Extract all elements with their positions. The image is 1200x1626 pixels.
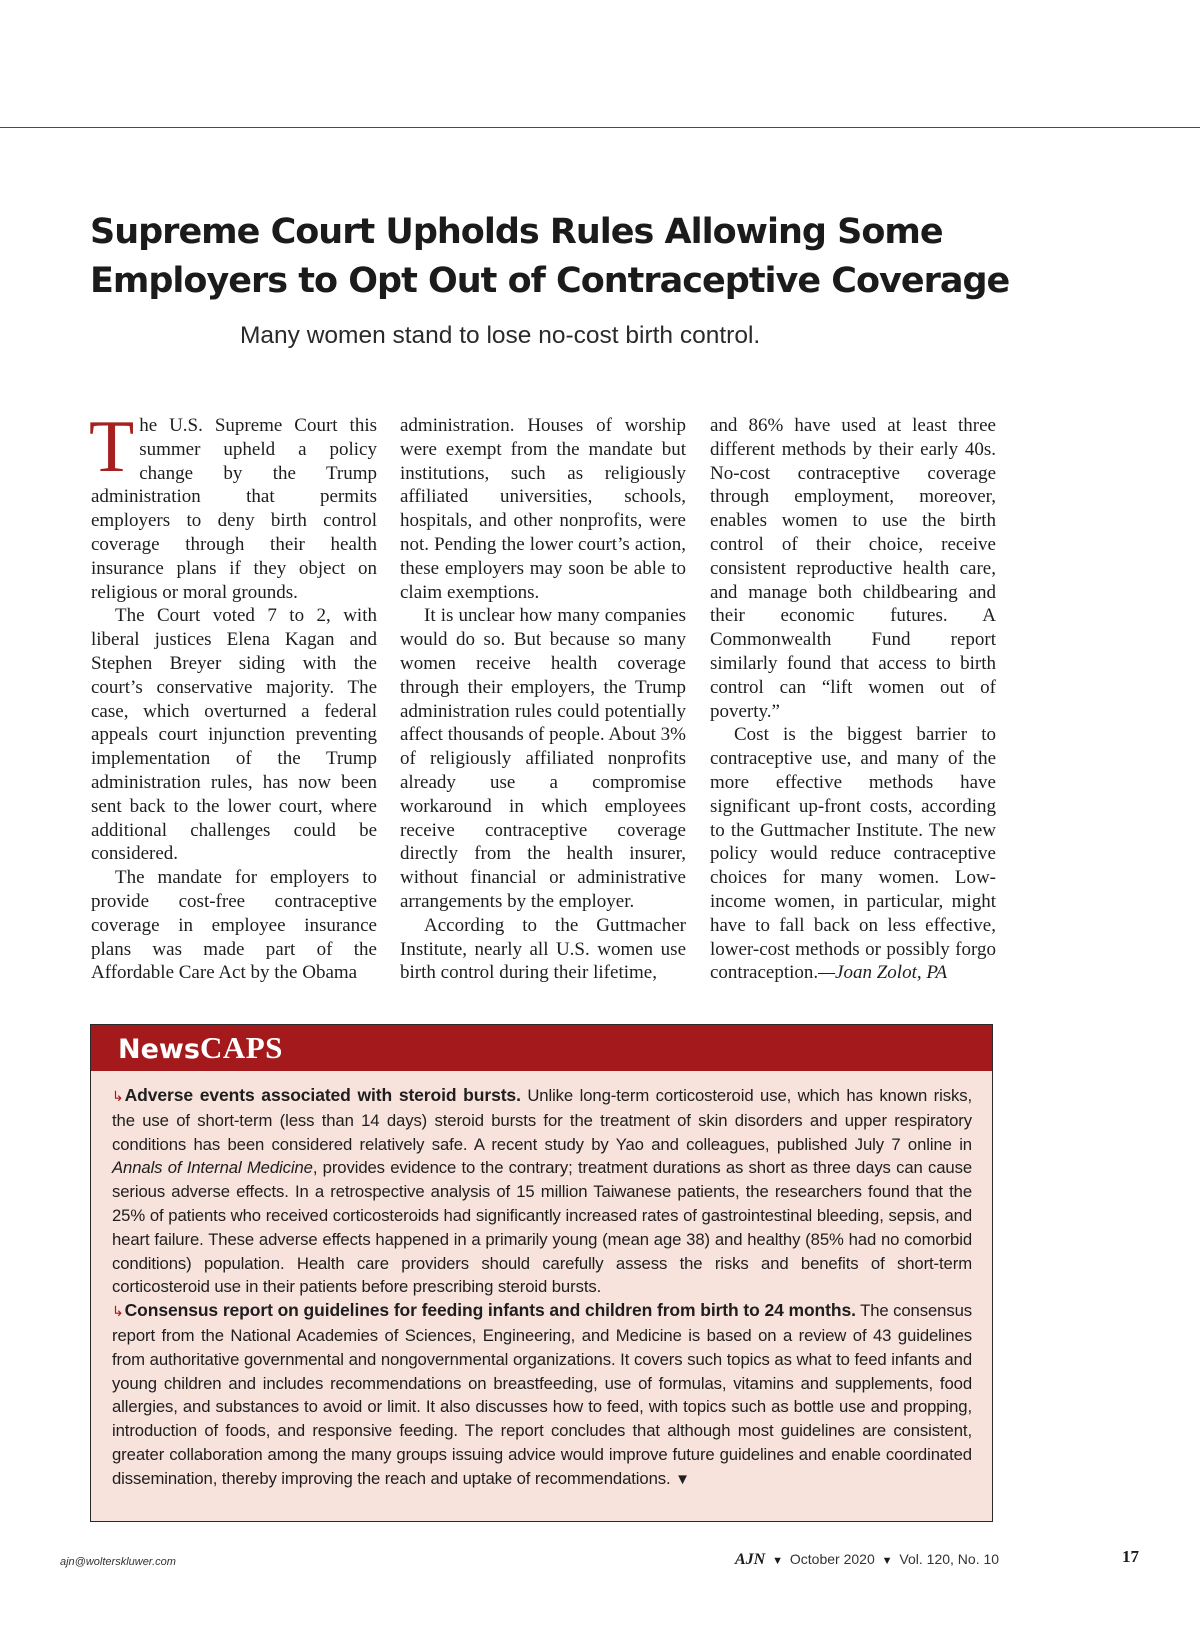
article-column-3 bbox=[710, 414, 996, 985]
page-number: 17 bbox=[1122, 1547, 1139, 1566]
paragraph: The Court voted 7 to 2, with liberal justices Elena Kagan and Stephen Breyer siding with the court’s conservative majority. The case, which overturned a federal appeals court injunction preventing implementation of the Trump administration rules, has now been sent back to the lower court, where additional challenges could be considered. bbox=[91, 605, 377, 865]
paragraph: and 86% have used at least three different methods by their early 40s. No-cost contraceptive coverage through employment, moreover, enables women to use the birth control of their choice, receive consistent reproductive health care, and manage both childbearing and their economic futures. A Commonwealth Fund report similarly found that access to birth control can “lift women out of poverty.” bbox=[710, 415, 996, 722]
newscaps-item-heading: Adverse events associated with steroid bursts. bbox=[124, 1085, 521, 1105]
newscaps-item bbox=[112, 1084, 972, 1299]
paragraph-text: he U.S. Supreme Court this summer upheld a policy change by the Trump administration that permits employers to deny birth control coverage through their health insurance plans if they object on religious or moral grounds. bbox=[91, 415, 377, 603]
top-rule bbox=[0, 127, 1200, 128]
title-line-1: Supreme Court Upholds Rules Allowing Some bbox=[90, 212, 943, 252]
newscaps-banner bbox=[91, 1025, 992, 1071]
newscaps-item-text: The consensus report from the National Academies of Sciences, Engineering, and Medicine is based on a review of 43 guidelines from authoritative governmental and nongovernmental organizations. It covers such topics as what to feed infants and young children and includes recommendations on breastfeeding, use of formulas, vitamins and supplements, food allergies, and substances to avoid or limit. It also discusses how to feed, with topics such as bottle use and propping, introduction of foods, and responsive feeding. The report concludes that although most guidelines are consistent, greater collaboration among the many groups issuing advice would improve future guidelines and enable coordinated dissemination, thereby improving the reach and uptake of recommendations. bbox=[112, 1301, 972, 1488]
newscaps-banner-news: News bbox=[118, 1034, 200, 1065]
bullet-arrow-icon: ↳ bbox=[112, 1303, 124, 1320]
paragraph bbox=[89, 406, 377, 604]
footer-email: ajn@wolterskluwer.com bbox=[60, 1556, 176, 1568]
paragraph: administration. Houses of worship were exempt from the mandate but institutions, such as religiously affiliated universities, schools, hospitals, and other nonprofits, were not. Pending the lower court’s action, these employers may soon be able to claim exemptions. bbox=[400, 415, 686, 603]
article-column-2 bbox=[400, 414, 686, 985]
newscaps-box bbox=[90, 1024, 993, 1522]
newscaps-item-text: , provides evidence to the contrary; treatment durations as short as three days can cause serious adverse effects. In a retrospective analysis of 15 million Taiwanese patients, the researchers found that the 25% of patients who received corticosteroids had significantly increased rates of gastrointestinal bleeding, sepsis, and heart failure. These adverse effects happened in a primarily young (mean age 38) and healthy (85% had no comorbid conditions) population. Health care providers should carefully assess the risks and benefits of short-term corticosteroid use in their patients before prescribing steroid bursts. bbox=[112, 1158, 972, 1297]
paragraph-text: Cost is the biggest barrier to contraceptive use, and many of the more effective methods have significant up-front costs, according to the Guttmacher Institute. The new policy would reduce contraceptive choices for many women. Low-income women, in particular, might have to fall back on less effective, lower-cost methods or possibly forgo contraception. bbox=[710, 724, 996, 984]
newscaps-item-text: Unlike long-term corticosteroid use, which has known risks, the use of short-term (less than 14 days) steroid bursts for the treatment of skin disorders and upper respiratory conditions has been considered relatively safe. A recent study by Yao and colleagues, published July 7 online in bbox=[112, 1086, 972, 1154]
separator-triangle-icon: ▼ bbox=[772, 1555, 784, 1567]
byline: —Joan Zolot, PA bbox=[818, 962, 948, 984]
journal-name: Annals of Internal Medicine bbox=[112, 1158, 313, 1178]
newscaps-banner-caps: CAPS bbox=[199, 1030, 283, 1065]
newscaps-item-heading: Consensus report on guidelines for feeding infants and children from birth to 24 months. bbox=[124, 1300, 856, 1321]
issue-date: October 2020 bbox=[789, 1551, 875, 1567]
bullet-arrow-icon: ↳ bbox=[112, 1088, 124, 1104]
drop-cap: T bbox=[89, 406, 135, 488]
footer-journal-info bbox=[735, 1551, 999, 1569]
article-dek: Many women stand to lose no-cost birth control. bbox=[240, 322, 761, 349]
paragraph: The mandate for employers to provide cost-free contraceptive coverage in employee insurance plans was made part of the Affordable Care Act by the Obama bbox=[91, 867, 377, 984]
paragraph: According to the Guttmacher Institute, nearly all U.S. women use birth control during their lifetime, bbox=[400, 914, 686, 984]
separator-triangle-icon: ▼ bbox=[881, 1555, 893, 1567]
journal-name: AJN bbox=[735, 1551, 766, 1568]
paragraph: It is unclear how many companies would do so. But because so many women receive health coverage through their employers, the Trump administration rules could potentially affect thousands of people. About 3% of religiously affiliated nonprofits already use a compromise workaround in which employees receive contraceptive coverage directly from the health insurer, without financial or administrative arrangements by the employer. bbox=[400, 605, 686, 912]
paragraph bbox=[710, 723, 996, 985]
article-column-1 bbox=[89, 406, 377, 985]
page-title bbox=[90, 208, 1090, 306]
issue-volume: Vol. 120, No. 10 bbox=[899, 1551, 1000, 1567]
newscaps-body bbox=[91, 1071, 992, 1492]
newscaps-item bbox=[112, 1299, 972, 1491]
title-line-2: Employers to Opt Out of Contraceptive Coverage bbox=[90, 261, 1010, 301]
end-mark-icon: ▼ bbox=[675, 1470, 690, 1488]
